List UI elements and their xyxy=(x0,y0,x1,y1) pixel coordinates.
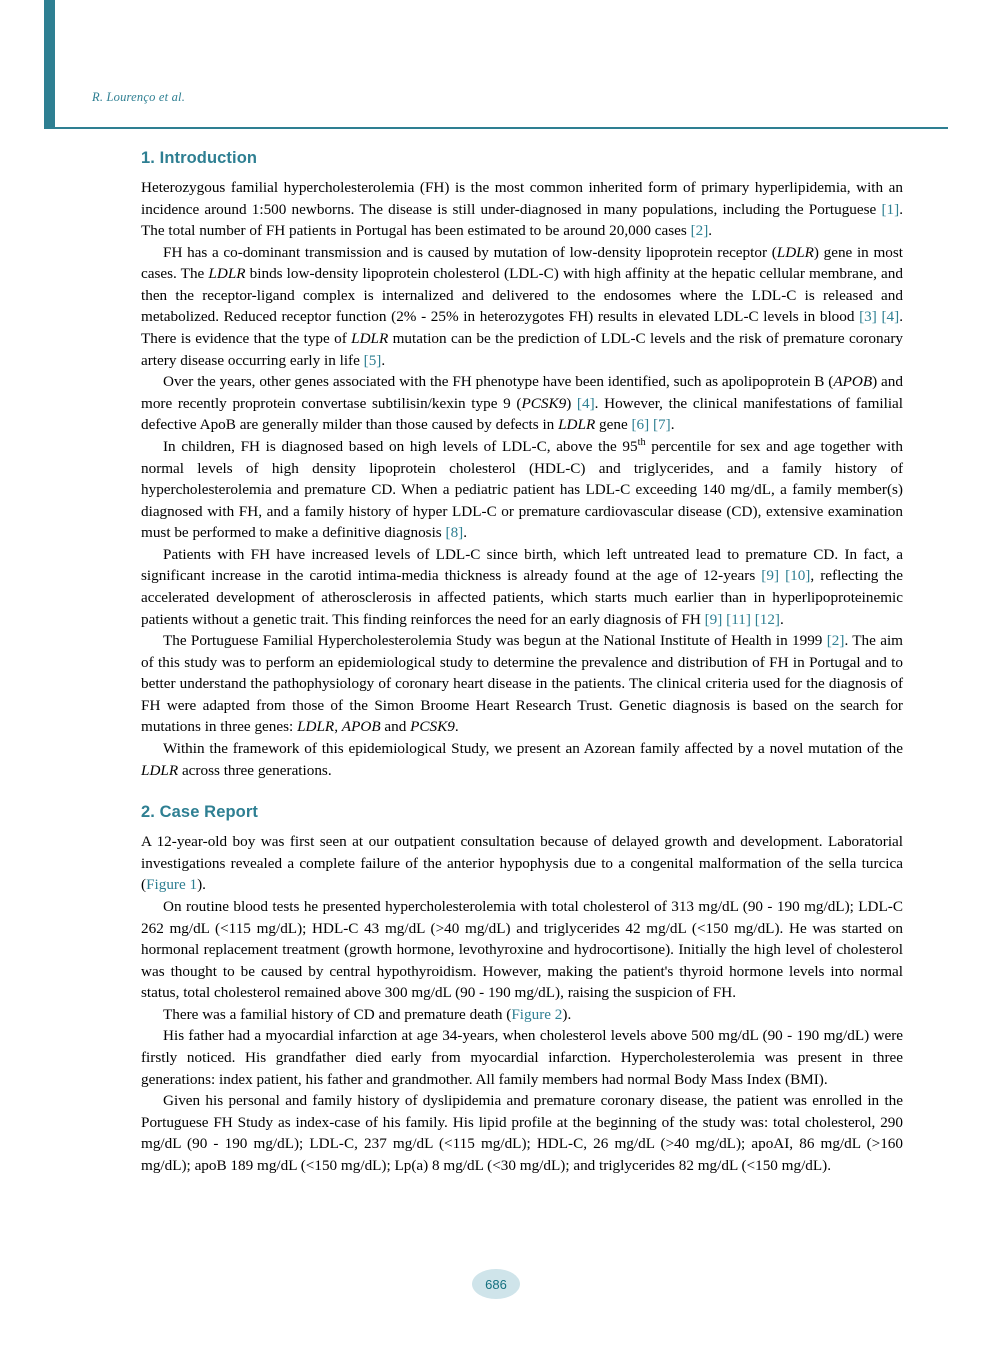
page-number-badge: 686 xyxy=(472,1269,520,1299)
footer xyxy=(0,1269,992,1299)
citation-ref[interactable]: [2] xyxy=(690,222,709,240)
section-heading-introduction: 1. Introduction xyxy=(141,149,258,167)
citation-ref[interactable]: [11] xyxy=(726,610,751,628)
paragraph: On routine blood tests he presented hypercholesterolemia with total cholesterol of 313 mg/dL (90 - 190 mg/dL); LDL-C 262 mg/dL (<115 mg/dL); HDL-C 43 mg/dL (>40 mg/dL) and triglycerides 42 mg/dL (<150 mg/dL). He was started on hormonal replacement treatment (growth hormone, levothyroxine and hydrocortisone). Initially the high level of cholesterol was thought to be caused by central hypothyroidism. However, making the patient's thyroid hormone levels into normal status, total cholesterol remained above 300 mg/dL (90 - 190 mg/dL), raising the suspicion of FH. xyxy=(141,897,903,1002)
citation-ref[interactable]: [4] xyxy=(576,394,595,412)
article-body xyxy=(141,137,903,1176)
paragraph: Over the years, other genes associated with the FH phenotype have been identified, such as apolipoprotein B (APOB) and more recently proprotein convertase subtilisin/kexin type 9 (PCSK9) [4]. However, the clinical manifestations of familial defective ApoB are generally milder than those caused by defects in LDLR gene [6] [7]. xyxy=(141,373,903,434)
figure-ref[interactable]: Figure 1 xyxy=(146,876,198,894)
running-head-text: R. Lourenço et al. xyxy=(92,90,186,104)
paragraph: A 12-year-old boy was first seen at our outpatient consultation because of delayed growth and development. Laboratorial investigations revealed a complete failure of the anterior hypophysis due to a congenital malformation of the sella turcica (Figure 1). xyxy=(141,833,903,894)
citation-ref[interactable]: [6] xyxy=(631,416,650,434)
citation-ref[interactable]: [2] xyxy=(826,632,845,650)
paragraph: His father had a myocardial infarction at age 34-years, when cholesterol levels above 500 mg/dL (90 - 190 mg/dL) were firstly noticed. His grandfather died early from myocardial infarction. Hypercholesterolemia was present in three generations: index patient, his father and grandmother. All family members had normal Body Mass Index (BMI). xyxy=(141,1027,903,1088)
citation-ref[interactable]: [7] xyxy=(653,416,671,434)
paragraph: Heterozygous familial hypercholesterolemia (FH) is the most common inherited form of primary hyperlipidemia, with an incidence around 1:500 newborns. The disease is still under-diagnosed in many populations, including the Portuguese [1]. The total number of FH patients in Portugal has been estimated to be around 20,000 cases [2]. xyxy=(141,179,903,240)
citation-ref[interactable]: [12] xyxy=(754,610,780,628)
paragraph: There was a familial history of CD and premature death (Figure 2). xyxy=(163,1005,572,1023)
paragraph: FH has a co-dominant transmission and is caused by mutation of low-density lipoprotein receptor (LDLR) gene in most cases. The LDLR binds low-density lipoprotein cholesterol (LDL-C) with high affinity at the hepatic cellular membrane, and then the receptor-ligand complex is internalized and delivered to the endosomes where the LDL-C is released and metabolized. Reduced receptor function (2% - 25% in heterozygotes FH) results in elevated LDL-C levels in blood [3] [4]. There is evidence that the type of LDLR mutation can be the prediction of LDL-C levels and the risk of premature coronary artery disease occurring early in life [5]. xyxy=(141,243,904,369)
section-heading-case-report: 2. Case Report xyxy=(141,803,258,822)
citation-ref[interactable]: [8] xyxy=(445,524,464,542)
paragraph: Patients with FH have increased levels of LDL-C since birth, which left untreated lead to premature CD. In fact, a significant increase in the carotid intima-media thickness is already found at the age of 12-years [9] [10], reflecting the accelerated development of atherosclerosis in affected patients, which starts much earlier than in hyperlipoproteinemic patients without a genetic trait. This finding reinforces the need for an early diagnosis of FH [9] [11] [12]. xyxy=(141,545,903,628)
paragraph: Given his personal and family history of dyslipidemia and premature coronary disease, the patient was enrolled in the Portuguese FH Study as index-case of his family. His lipid profile at the beginning of the study was: total cholesterol, 290 mg/dL (90 - 190 mg/dL); LDL-C, 237 mg/dL (<115 mg/dL); HDL-C, 26 mg/dL (>40 mg/dL); apoAI, 86 mg/dL (>160 mg/dL); apoB 189 mg/dL (<150 mg/dL); Lp(a) 8 mg/dL (<30 mg/dL); and triglycerides 82 mg/dL (<150 mg/dL). xyxy=(141,1092,903,1174)
header-rule xyxy=(44,127,948,129)
citation-ref[interactable]: [5] xyxy=(363,351,382,369)
citation-ref[interactable]: [4] xyxy=(881,308,900,326)
figure-ref[interactable]: Figure 2 xyxy=(511,1005,563,1023)
header-accent-bar xyxy=(44,0,55,128)
citation-ref[interactable]: [9] xyxy=(704,610,723,628)
running-head xyxy=(92,90,185,105)
paragraph: The Portuguese Familial Hypercholesterolemia Study was begun at the National Institute of Health in 1999 [2]. The aim of this study was to perform an epidemiological study to determine the prevalence and distribution of FH in Portugal and to better understand the pathophysiology of coronary heart disease in the patients. The clinical criteria used for the diagnosis of FH were adapted from those of the Simon Broome Heart Research Trust. Genetic diagnosis is based on the search for mutations in three genes: LDLR, APOB and PCSK9. xyxy=(141,632,903,736)
paragraph: Within the framework of this epidemiological Study, we present an Azorean family affected by a novel mutation of the LDLR across three generations. xyxy=(141,740,903,779)
citation-ref[interactable]: [1] xyxy=(881,200,900,218)
paragraph: In children, FH is diagnosed based on high levels of LDL-C, above the 95th percentile for sex and age together with normal levels of high density lipoprotein cholesterol (HDL-C) and triglycerides, and a family history of hypercholesterolemia and premature CD. When a pediatric patient has LDL-C exceeding 140 mg/dL, a family member(s) diagnosed with FH, and a family history of hyper LDL-C or premature cardiovascular disease (CD), extensive examination must be performed to make a definitive diagnosis [8]. xyxy=(141,436,903,542)
citation-ref[interactable]: [3] xyxy=(859,308,877,326)
citation-ref[interactable]: [10] xyxy=(785,567,811,585)
citation-ref[interactable]: [9] xyxy=(761,567,780,585)
